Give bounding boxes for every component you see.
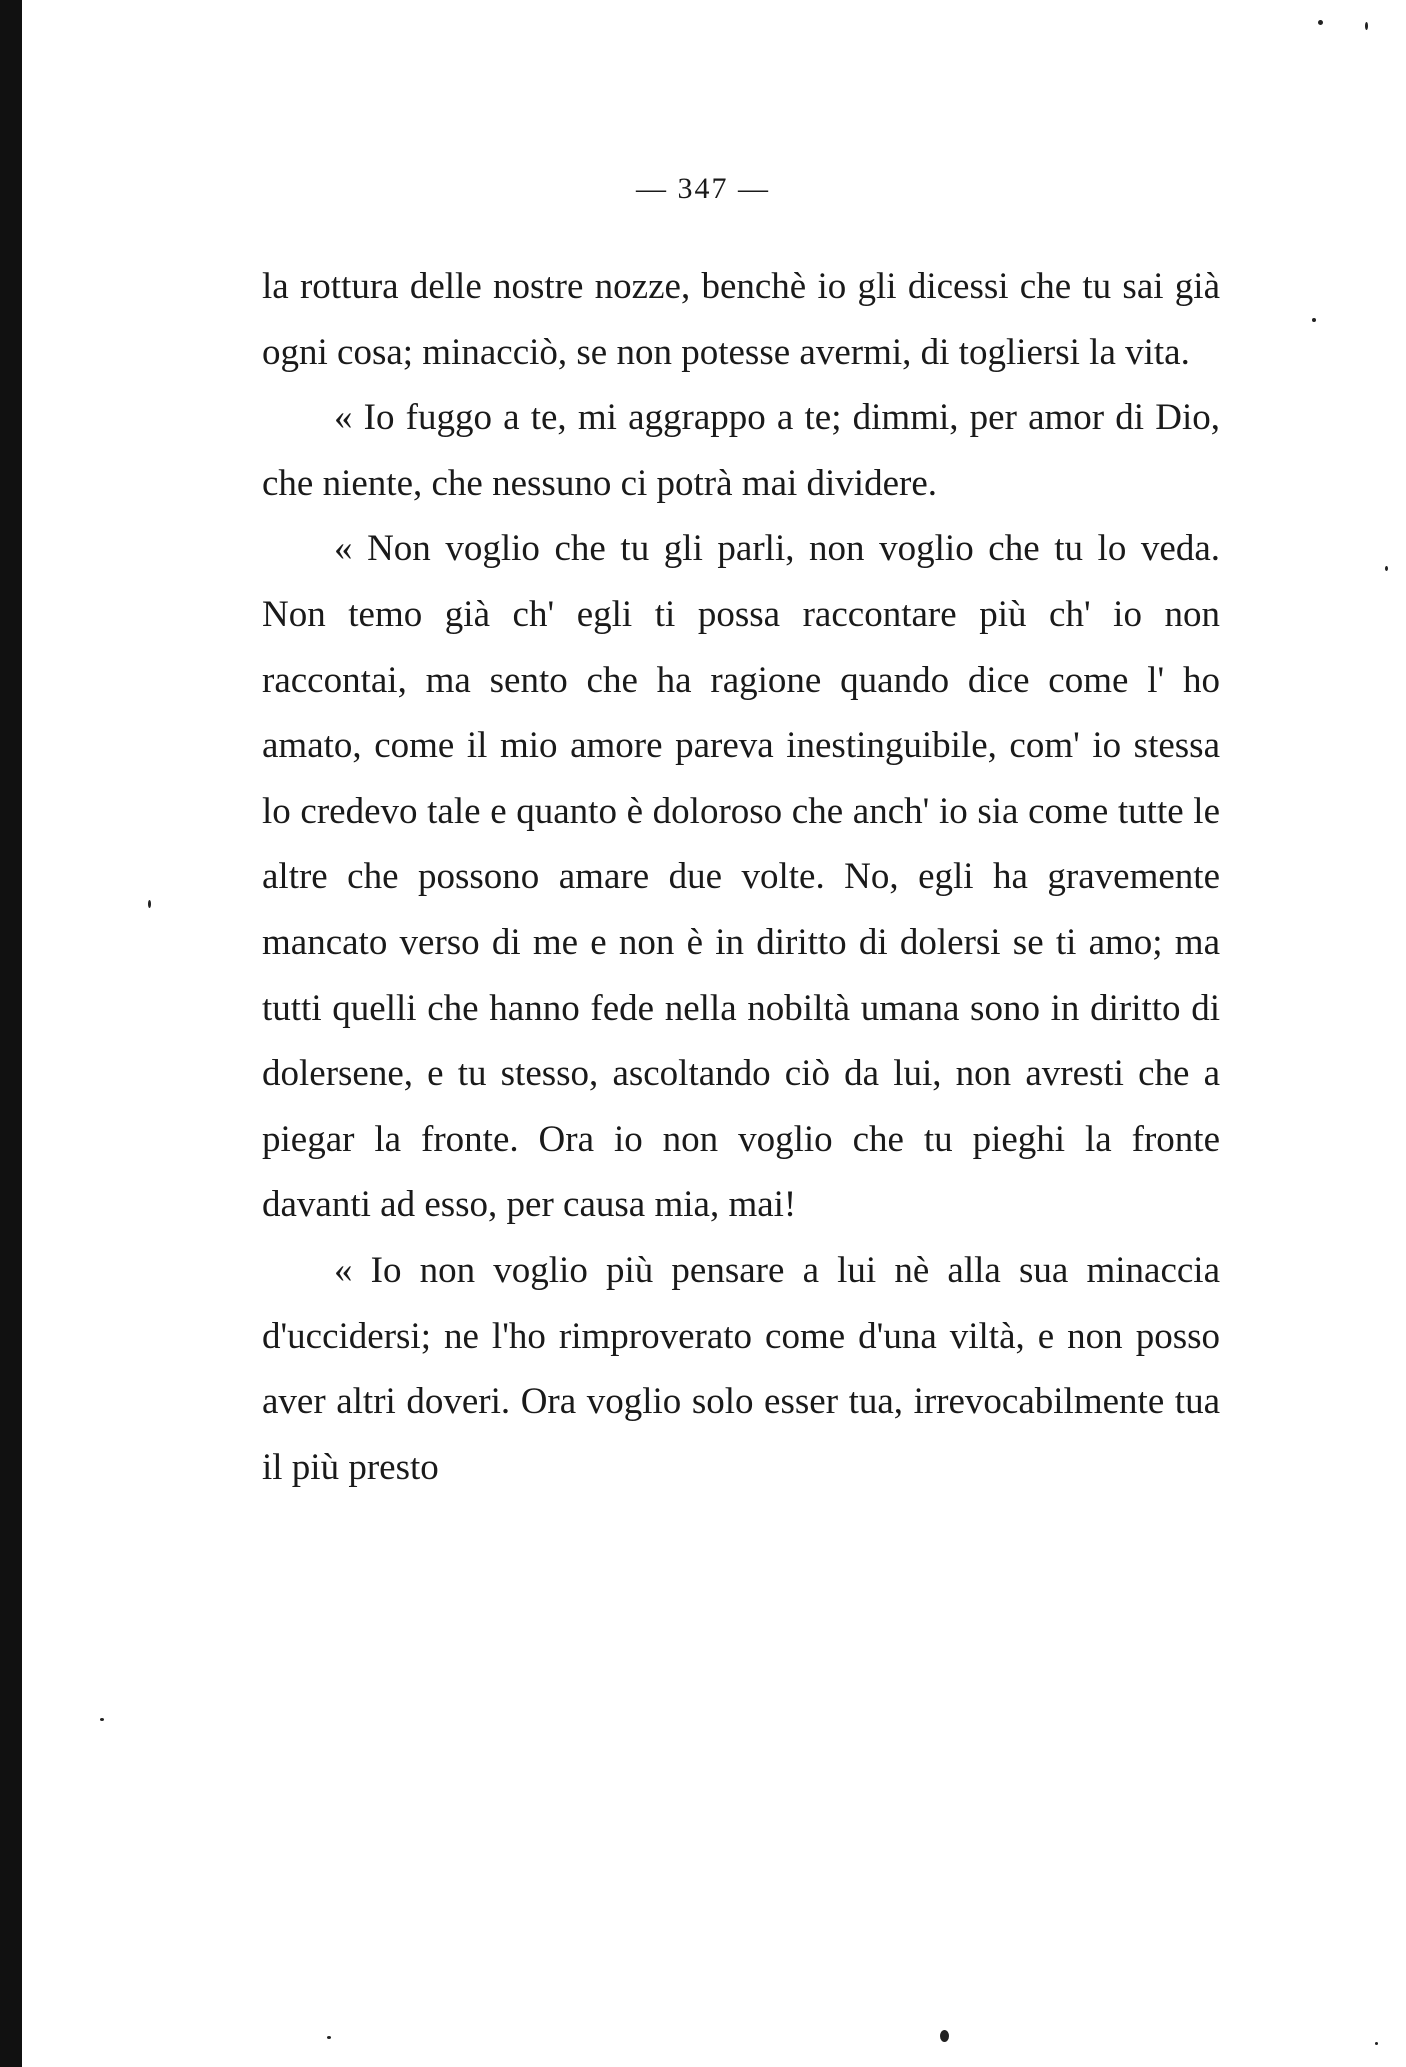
paragraph-4: « Io non voglio più pensare a lui nè alla sua minaccia d'uccidersi; ne l'ho rimproverato come d'una viltà, e non posso aver altri doveri. Ora voglio solo esser tua, irrevocabilmente tua il più presto [262, 1249, 1220, 1488]
paragraph-2: « Io fuggo a te, mi aggrappo a te; dimmi, per amor di Dio, che niente, che nessuno ci potrà mai dividere. [262, 397, 1220, 504]
page-number: — 347 — [636, 172, 770, 205]
scan-speck [100, 1718, 104, 1721]
paragraph-1: la rottura delle nostre nozze, benchè io gli dicessi che tu sai già ogni cosa; minacciò, se non potesse avermi, di togliersi la vita. [262, 266, 1220, 373]
scan-speck [1318, 20, 1323, 25]
scan-speck [1385, 566, 1388, 571]
paragraph-3: « Non voglio che tu gli parli, non voglio che tu lo veda. Non temo già ch' egli ti possa raccontare più ch' io non raccontai, ma sento che ha ragione quando dice come l' ho amato, come il mio amore pareva inestinguibile, com' io stessa lo credevo tale e quanto è doloroso che anch' io sia come tutte le altre che possono amare due volte. No, egli ha gravemente mancato verso di me e non è in diritto di dolersi se ti amo; ma tutti quelli che hanno fede nella nobiltà umana sono in diritto di dolersene, e tu stesso, ascoltando ciò da lui, non avresti che a piegar la fronte. Ora io non voglio che tu pieghi la fronte davanti ad esso, per causa mia, mai! [262, 528, 1220, 1226]
body-text [262, 254, 1220, 1500]
scan-speck [1365, 22, 1368, 30]
scan-speck [1312, 318, 1316, 322]
scan-speck [148, 900, 151, 908]
scan-border [0, 0, 22, 2067]
scan-speck [327, 2036, 331, 2039]
scan-speck [1375, 2042, 1378, 2045]
scan-speck [940, 2030, 949, 2042]
